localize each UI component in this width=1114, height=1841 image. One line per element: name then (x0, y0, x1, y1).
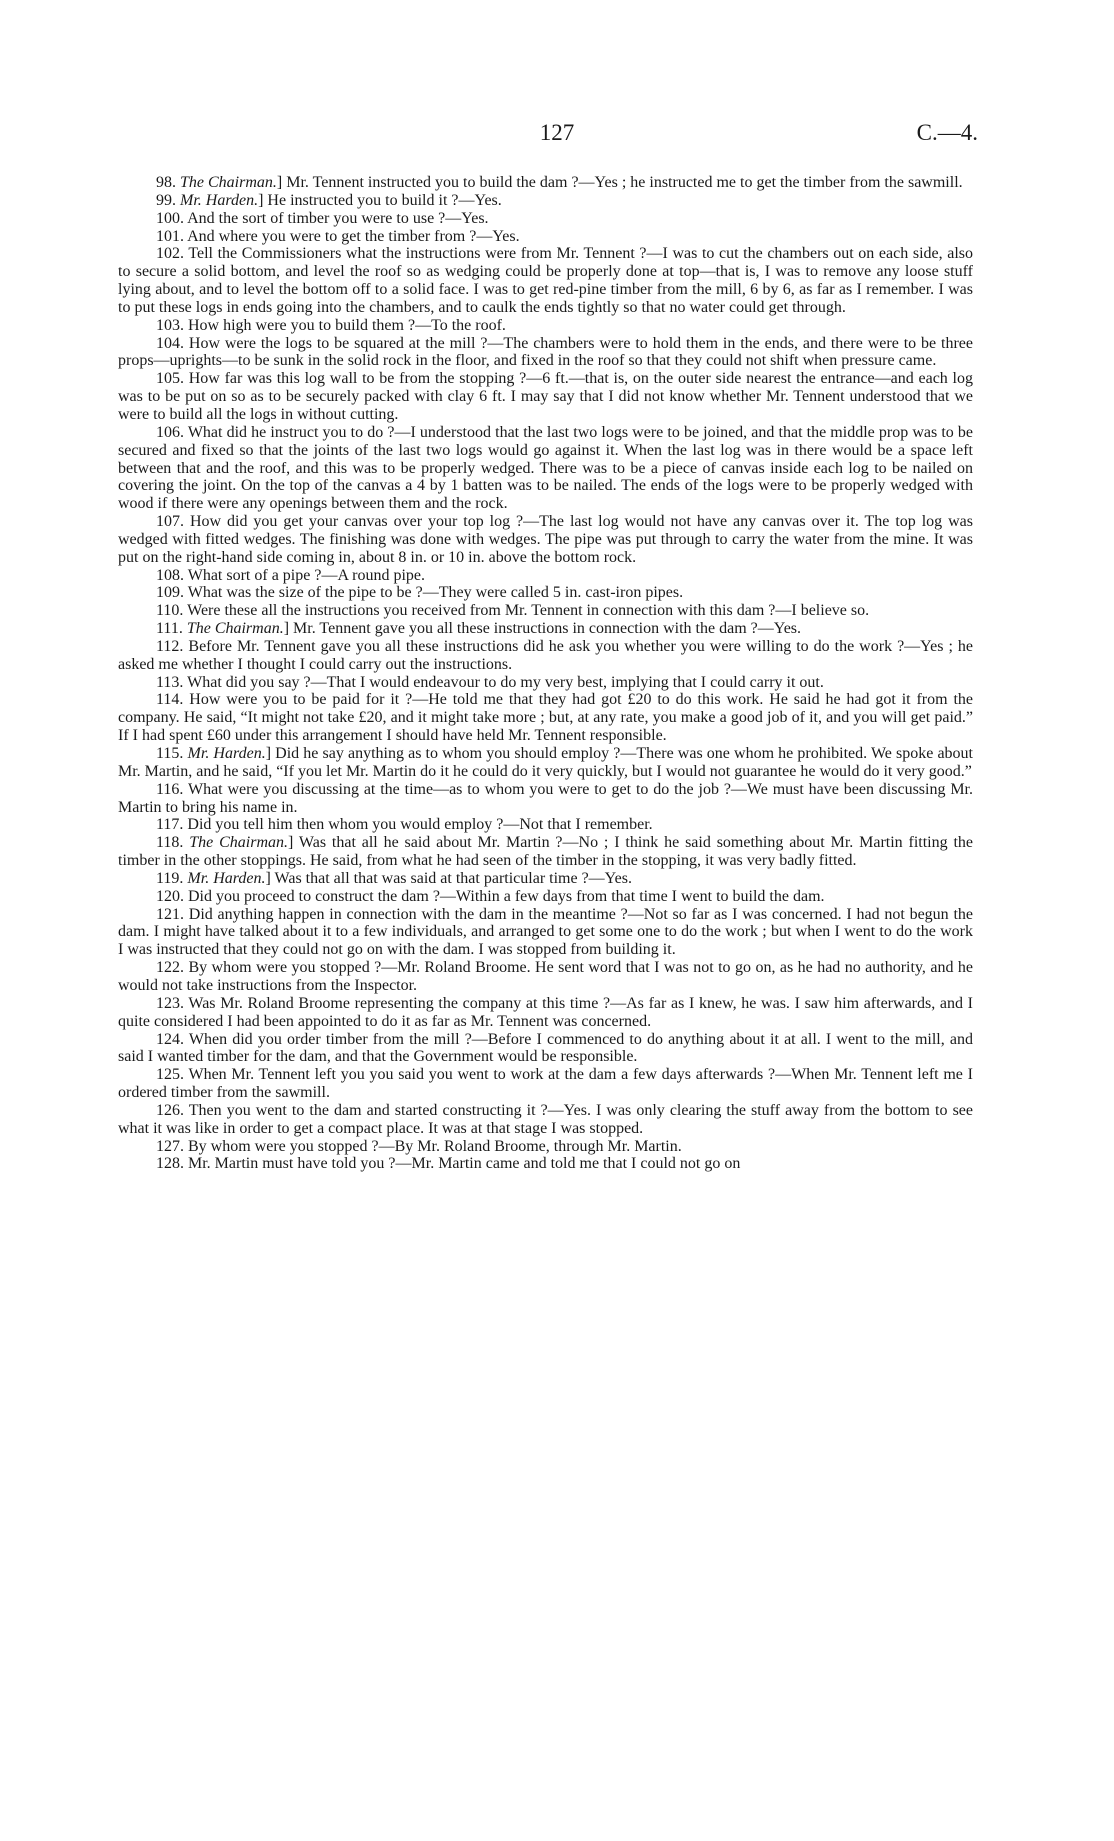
speaker-name: Mr. Harden. (180, 191, 259, 209)
question-answer-entry (118, 816, 973, 834)
question-answer-entry (118, 834, 973, 870)
question-answer-entry (118, 620, 973, 638)
entry-text: ] Was that all he said about Mr. Martin ?—No ; I think he said something about Mr. Martin fitting the timber in the other stoppings. He said, from what he had seen of the timber in the stopping, it was very badly fitted. (118, 834, 974, 870)
question-answer-entry (118, 567, 973, 585)
question-answer-entry (118, 870, 973, 888)
entry-text: 110. Were these all the instructions you received from Mr. Tennent in connection with this dam ?—I believe so. (156, 602, 870, 620)
entry-text: 113. What did you say ?—That I would endeavour to do my very best, implying that I could carry it out. (156, 673, 824, 691)
question-answer-entry (118, 781, 973, 817)
entry-text: ] Mr. Tennent instructed you to build the dam ?—Yes ; he instructed me to get the timber from the sawmill. (276, 174, 963, 191)
page-reference: C.—4. (916, 120, 978, 145)
entry-text: 125. When Mr. Tennent left you you said you went to work at the dam a few days afterwards ?—When Mr. Tennent left me I ordered timber from the sawmill. (118, 1066, 973, 1102)
entry-text: 116. What were you discussing at the time—as to whom you were to get to do the job ?—We must have been discussing Mr. Martin to bring his name in. (118, 780, 973, 816)
entry-text: 106. What did he instruct you to do ?—I understood that the last two logs were to be joined, and that the middle prop was to be secured and fixed so that the joints of the last two logs would go against it. When the last log was in there would be a space left between that and the roof, and this was to be properly wedged. There was to be a piece of canvas inside each log to be nailed on covering the joint. On the top of the canvas a 4 by 1 batten was to be nailed. The ends of the logs were to be properly wedged with wood if there were any openings between them and the rock. (118, 423, 973, 513)
entry-text: 102. Tell the Commissioners what the instructions were from Mr. Tennent ?—I was to cut the chambers out on each side, also to secure a solid bottom, and level the roof so as wedging could be properly done at top—that is, I was to remove any loose stuff lying about, and to level the bottom off to a solid face. I was to get red-pine timber from the mill, 6 by 6, as far as I remember. I was to put these logs in ends going into the chambers, and to caulk the ends tightly so that no water could get through. (118, 245, 973, 316)
entry-text: 101. And where you were to get the timber from ?—Yes. (156, 227, 520, 245)
question-answer-entry (118, 1031, 973, 1067)
entry-text: 123. Was Mr. Roland Broome representing the company at this time ?—As far as I knew, he was. I saw him afterwards, and I quite considered I had been appointed to do it as far as Mr. Tennent was concerned. (118, 994, 973, 1030)
question-answer-entry (118, 1102, 973, 1138)
question-answer-entry (118, 602, 973, 620)
speaker-name: Mr. Harden. (187, 869, 266, 887)
question-answer-entry (118, 317, 973, 335)
entry-text: 120. Did you proceed to construct the dam ?—Within a few days from that time I went to build the dam. (156, 887, 825, 905)
entry-text: 117. Did you tell him then whom you would employ ?—Not that I remember. (156, 816, 653, 834)
speaker-name: The Chairman. (186, 620, 284, 638)
entry-number: 98. (156, 174, 180, 191)
entry-text: 105. How far was this log wall to be from the stopping ?—6 ft.—that is, on the outer side nearest the entrance—and each log was to be put on so as to be securely packed with clay 6 ft. I may say that I did not know whether Mr. Tennent understood that we were to build all the logs in without cutting. (118, 370, 973, 423)
question-answer-entry (118, 584, 973, 602)
question-answer-entry (118, 192, 973, 210)
question-answer-entry (118, 691, 973, 745)
speaker-name: The Chairman. (180, 174, 277, 191)
entry-text: 126. Then you went to the dam and started constructing it ?—Yes. I was only clearing the stuff away from the bottom to see what it was like in order to get a compact place. It was at that stage I was stopped. (118, 1101, 973, 1137)
entry-text: 108. What sort of a pipe ?—A round pipe. (156, 566, 425, 584)
entry-number: 118. (156, 834, 190, 852)
entry-number: 111. (156, 620, 187, 638)
speaker-name: The Chairman. (189, 834, 289, 852)
speaker-name: Mr. Harden. (187, 745, 266, 762)
page-number: 127 (539, 120, 575, 145)
entry-text: ] Mr. Tennent gave you all these instructions in connection with the dam ?—Yes. (283, 620, 802, 638)
question-answer-entry (118, 245, 973, 316)
question-answer-entry (118, 959, 973, 995)
question-answer-entry (118, 674, 973, 692)
entry-text: 124. When did you order timber from the mill ?—Before I commenced to do anything about it at all. I went to the mill, and said I wanted timber for the dam, and that the Government would be responsible. (118, 1030, 973, 1066)
entry-text: 121. Did anything happen in connection with the dam in the meantime ?—Not so far as I was concerned. I had not begun the dam. I might have talked about it to a few individuals, and arranged to get some one to do the work ; but when I went to do the work I was instructed that they could not go on with the dam. I was stopped from building it. (118, 905, 973, 959)
question-answer-entry (118, 174, 973, 192)
entry-text: 107. How did you get your canvas over your top log ?—The last log would not have any canvas over it. The top log was wedged with fitted wedges. The finishing was done with wedges. The pipe was put through to carry the water from the mine. It was put on the right-hand side coming in, about 8 in. or 10 in. above the bottom rock. (118, 513, 973, 566)
question-answer-entry (118, 888, 973, 906)
question-answer-entry (118, 1155, 973, 1173)
entry-text: 128. Mr. Martin must have told you ?—Mr. Martin came and told me that I could not go on (156, 1155, 741, 1173)
entry-text: ] Did he say anything as to whom you should employ ?—There was one whom he prohibited. We spoke about Mr. Martin, and he said, “If you let Mr. Martin do it he could do it very quickly, but I would not guarantee he would do it very good.” (118, 745, 974, 780)
entry-text: 112. Before Mr. Tennent gave you all these instructions did he ask you whether you were willing to do the work ?—Yes ; he asked me whether I thought I could carry out the instructions. (118, 637, 973, 673)
evidence-transcript (118, 174, 973, 1173)
question-answer-entry (118, 210, 973, 228)
question-answer-entry (118, 1138, 973, 1156)
entry-text: 104. How were the logs to be squared at the mill ?—The chambers were to hold them in the ends, and there were to be three props—uprights—to be sunk in the solid rock in the floor, and fixed in the roof so that they could not shift when pressure came. (118, 334, 973, 370)
question-answer-entry (118, 513, 973, 567)
question-answer-entry (118, 906, 973, 960)
question-answer-entry (118, 995, 973, 1031)
entry-text: 122. By whom were you stopped ?—Mr. Roland Broome. He sent word that I was not to go on, as he had no authority, and he would not take instructions from the Inspector. (118, 959, 973, 994)
entry-number: 119. (156, 869, 188, 887)
entry-text: ] Was that all that was said at that particular time ?—Yes. (265, 869, 632, 887)
entry-number: 115. (156, 745, 188, 762)
entry-text: 109. What was the size of the pipe to be ?—They were called 5 in. cast-iron pipes. (156, 584, 684, 602)
entry-text: 127. By whom were you stopped ?—By Mr. Roland Broome, through Mr. Martin. (156, 1137, 682, 1155)
question-answer-entry (118, 335, 973, 371)
page-header (0, 120, 1114, 154)
question-answer-entry (118, 370, 973, 424)
entry-text: 103. How high were you to build them ?—To the roof. (156, 316, 506, 334)
entry-text: 100. And the sort of timber you were to use ?—Yes. (156, 209, 489, 227)
entry-text: 114. How were you to be paid for it ?—He told me that they had got £20 to do this work. He said he had got it from the company. He said, “It might not take £20, and it might take more ; but, at any rate, you make a good job of it, and you will get paid.” If I had spent £60 under this arrangement I should have held Mr. Tennent responsible. (118, 691, 973, 745)
question-answer-entry (118, 1066, 973, 1102)
question-answer-entry (118, 228, 973, 246)
question-answer-entry (118, 745, 973, 781)
question-answer-entry (118, 638, 973, 674)
entry-number: 99. (156, 191, 180, 209)
question-answer-entry (118, 424, 973, 513)
entry-text: ] He instructed you to build it ?—Yes. (258, 191, 502, 209)
